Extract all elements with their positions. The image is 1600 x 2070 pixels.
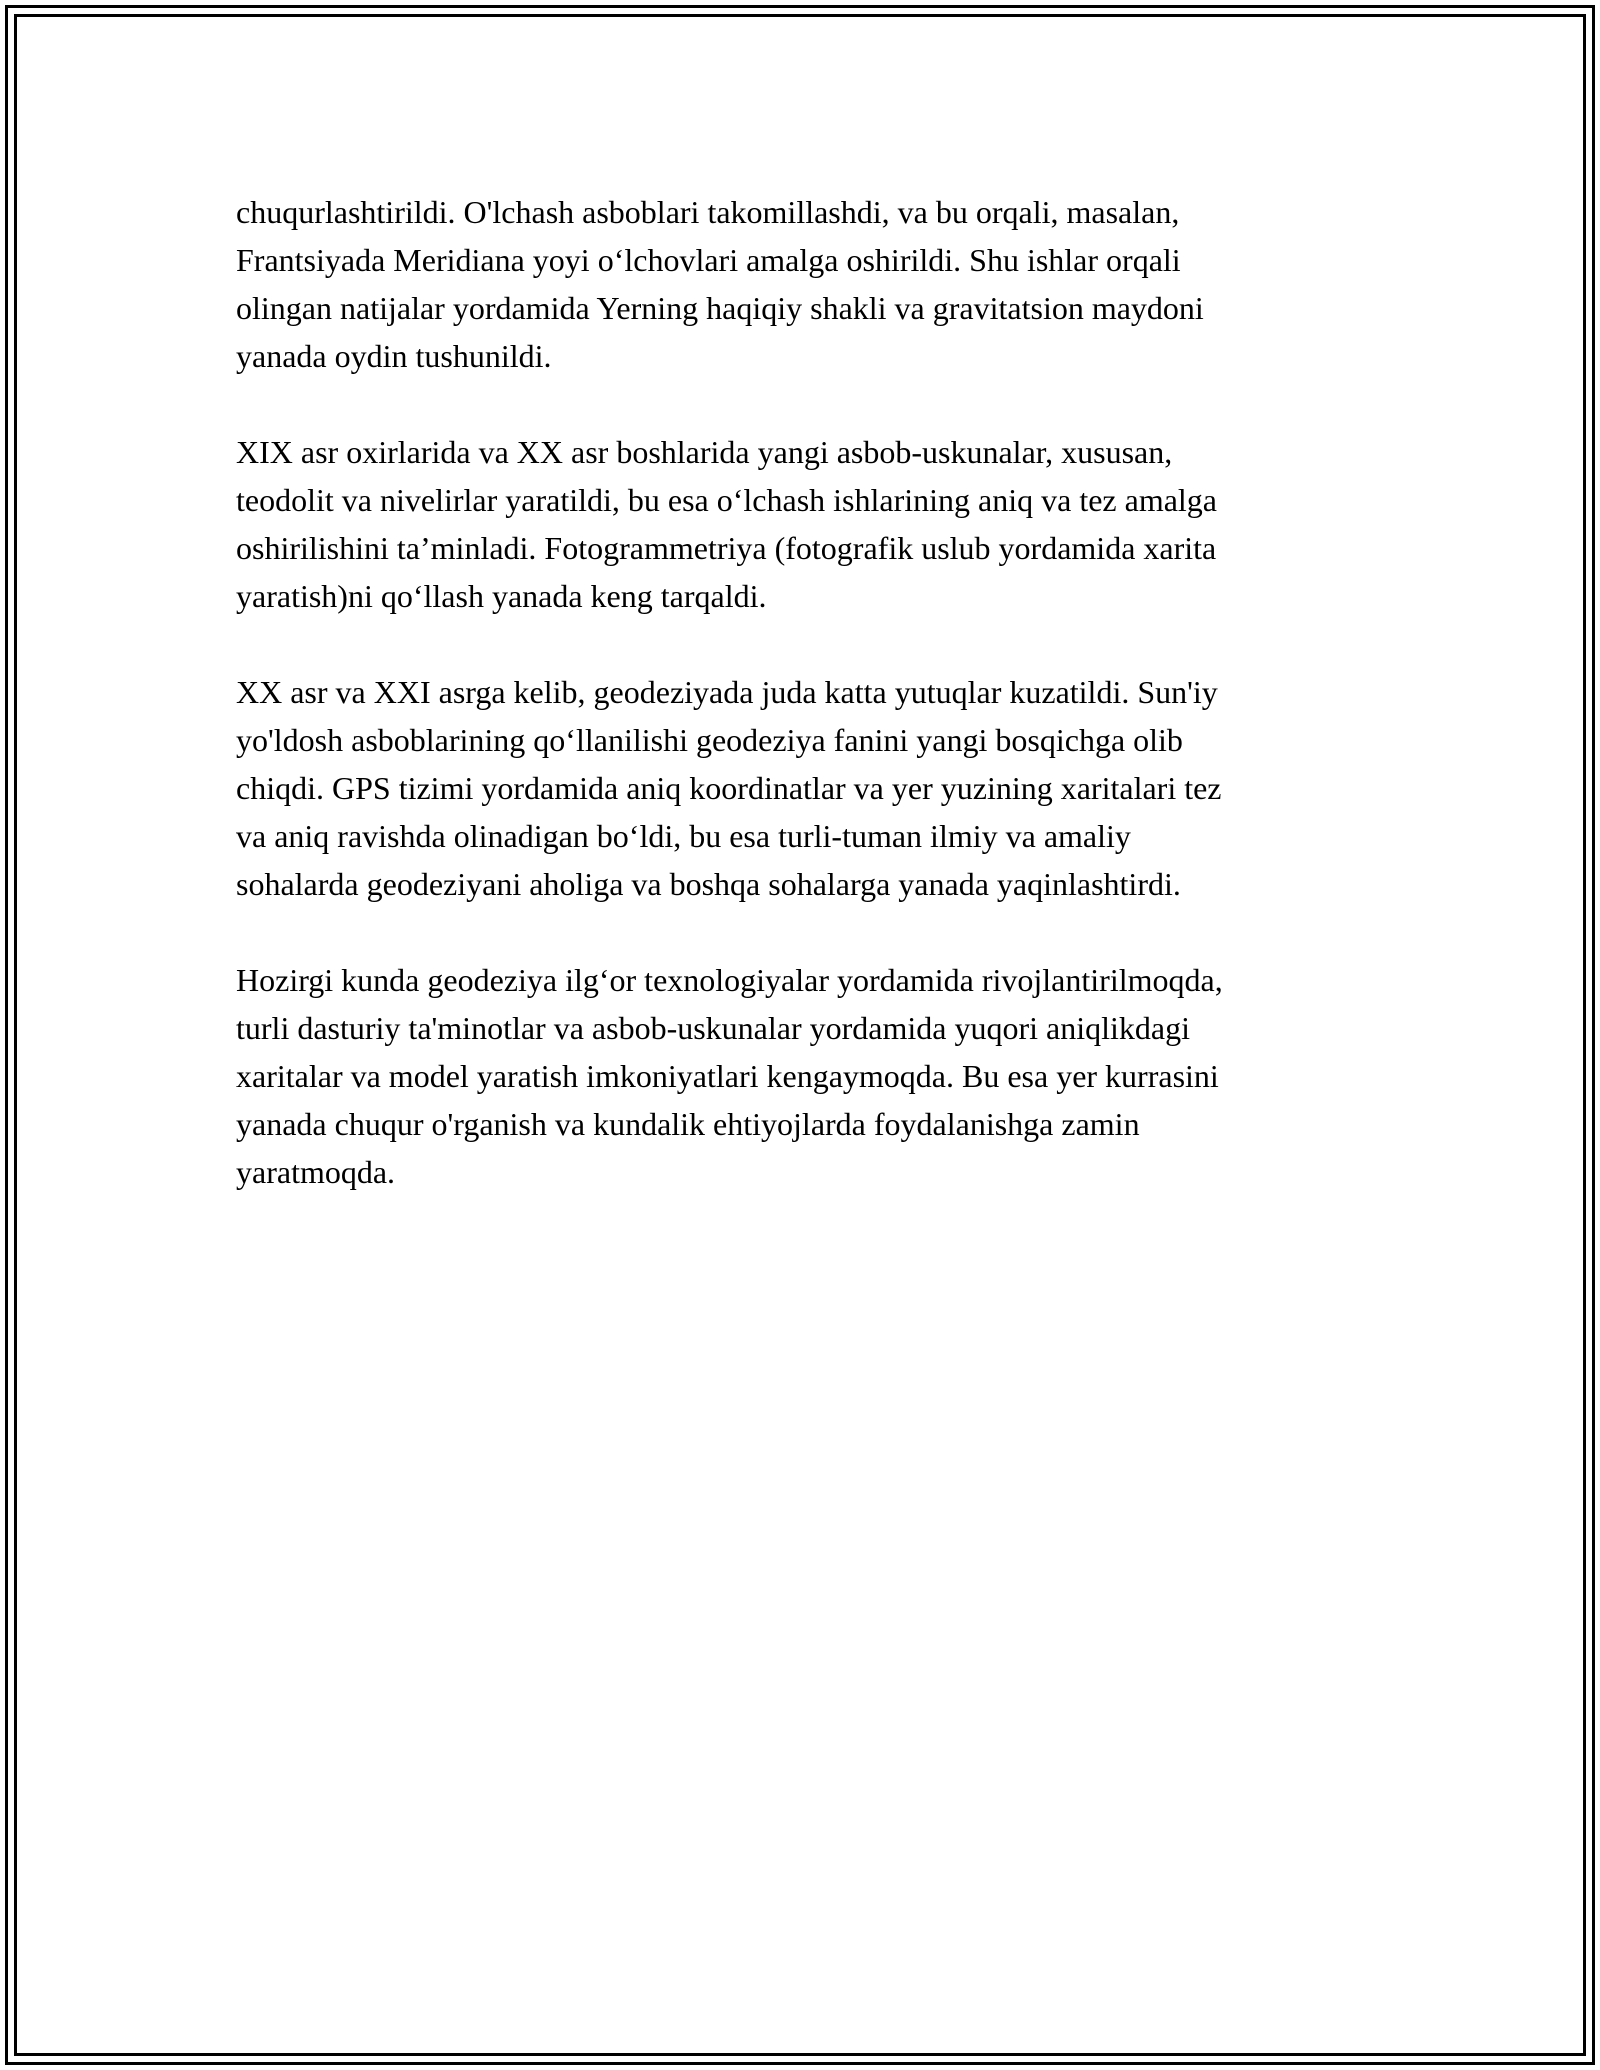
text-line: teodolit va nivelirlar yaratildi, bu esa o‘lchash ishlarining aniq va tez amalga <box>236 482 1217 518</box>
text-line: chuqurlashtirildi. O'lchash asboblari takomillashdi, va bu orqali, masalan, <box>236 194 1180 230</box>
text-line: Hozirgi kunda geodeziya ilg‘or texnologiyalar yordamida rivojlantirilmoqda, <box>236 962 1223 998</box>
paragraph-2 <box>236 428 1416 620</box>
paragraph-1 <box>236 188 1416 380</box>
text-line: sohalarda geodeziyani aholiga va boshqa sohalarga yanada yaqinlashtirdi. <box>236 866 1181 902</box>
text-line: va aniq ravishda olinadigan bo‘ldi, bu esa turli-tuman ilmiy va amaliy <box>236 818 1131 854</box>
text-line: yanada oydin tushunildi. <box>236 338 552 374</box>
text-line: Frantsiyada Meridiana yoyi o‘lchovlari amalga oshirildi. Shu ishlar orqali <box>236 242 1181 278</box>
text-line: xaritalar va model yaratish imkoniyatlari kengaymoqda. Bu esa yer kurrasini <box>236 1058 1219 1094</box>
text-line: yo'ldosh asboblarining qo‘llanilishi geodeziya fanini yangi bosqichga olib <box>236 722 1183 758</box>
paragraph-4 <box>236 956 1416 1196</box>
document-body <box>236 188 1416 1196</box>
paragraph-3 <box>236 668 1416 908</box>
text-line: XIX asr oxirlarida va XX asr boshlarida yangi asbob-uskunalar, xususan, <box>236 434 1173 470</box>
text-line: yaratmoqda. <box>236 1154 396 1190</box>
text-line: yanada chuqur o'rganish va kundalik ehtiyojlarda foydalanishga zamin <box>236 1106 1140 1142</box>
text-line: olingan natijalar yordamida Yerning haqiqiy shakli va gravitatsion maydoni <box>236 290 1204 326</box>
text-line: yaratish)ni qo‘llash yanada keng tarqaldi. <box>236 578 767 614</box>
text-line: turli dasturiy ta'minotlar va asbob-uskunalar yordamida yuqori aniqlikdagi <box>236 1010 1190 1046</box>
text-line: oshirilishini ta’minladi. Fotogrammetriya (fotografik uslub yordamida xarita <box>236 530 1217 566</box>
text-line: chiqdi. GPS tizimi yordamida aniq koordinatlar va yer yuzining xaritalari tez <box>236 770 1222 806</box>
text-line: XX asr va XXI asrga kelib, geodeziyada juda katta yutuqlar kuzatildi. Sun'iy <box>236 674 1218 710</box>
